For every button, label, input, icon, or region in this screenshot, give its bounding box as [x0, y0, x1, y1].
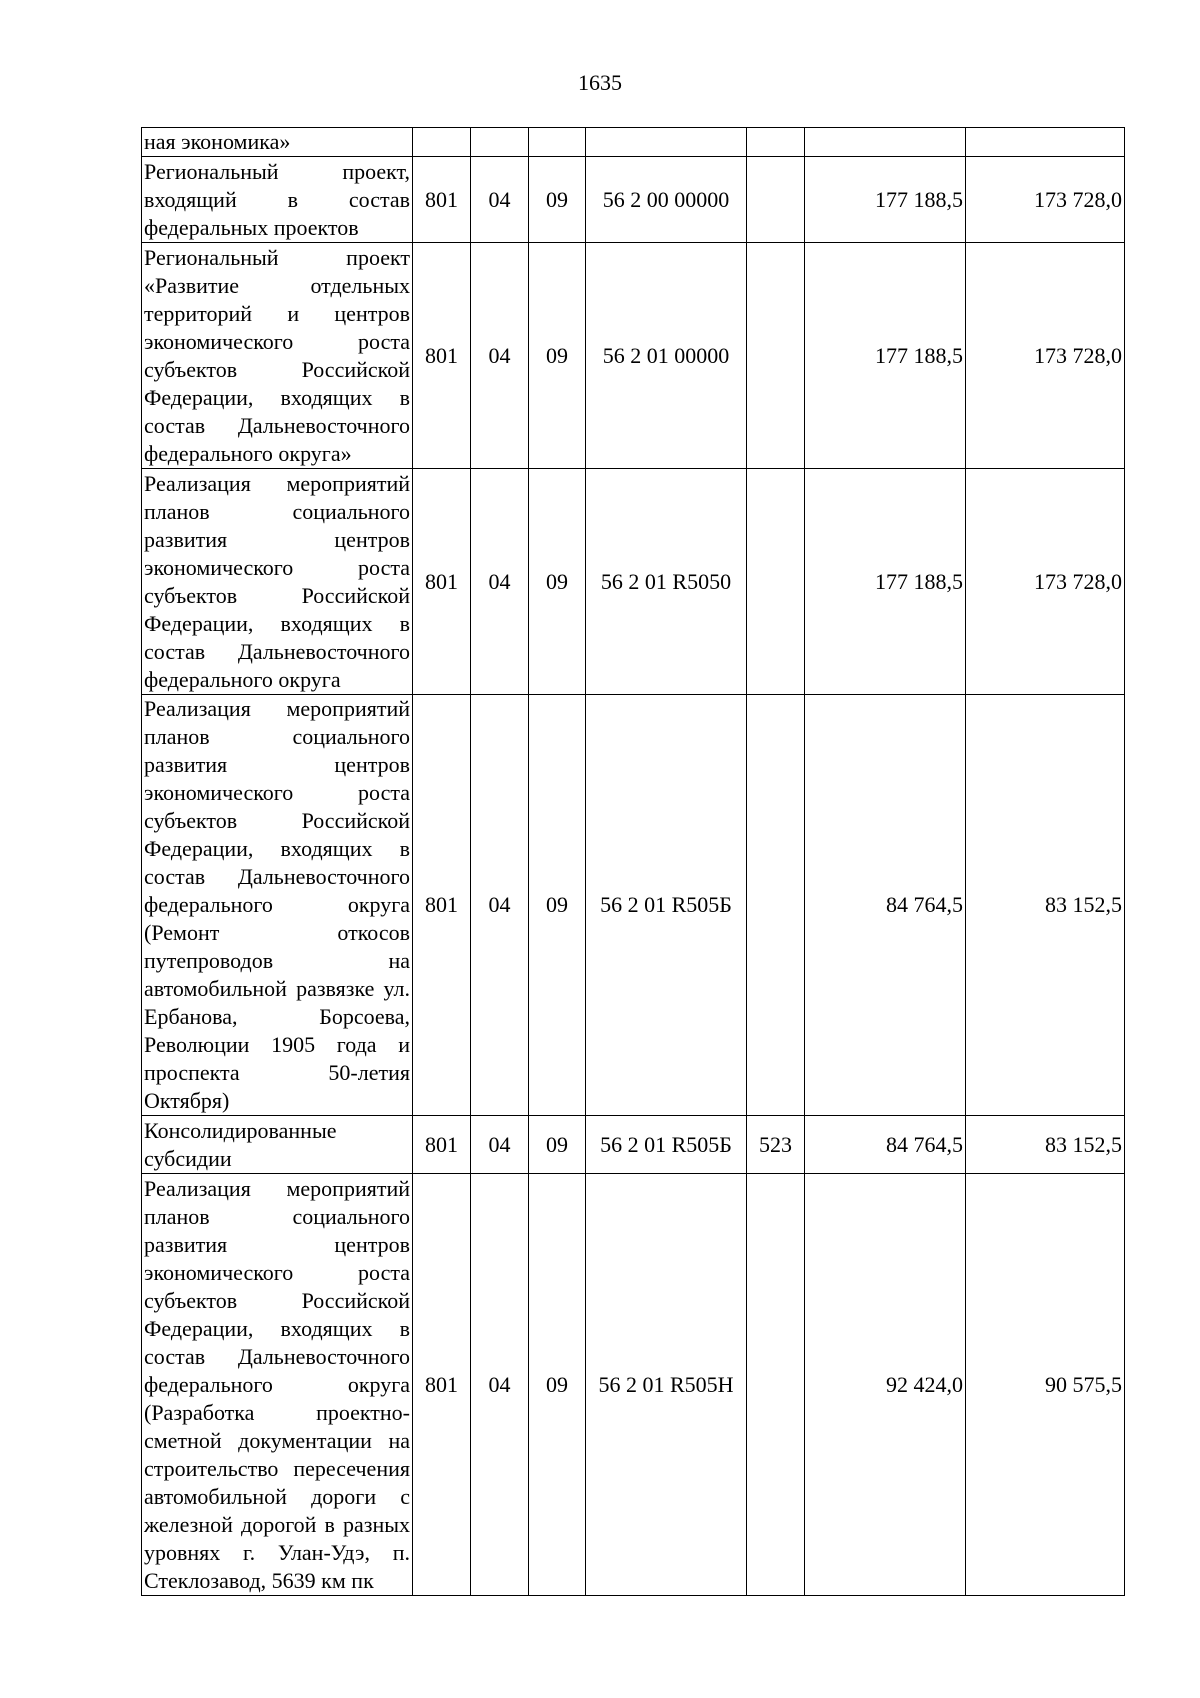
amount-2-cell: 173 728,0: [966, 157, 1125, 243]
section-cell: 04: [471, 243, 529, 469]
expense-type-cell: 523: [747, 1116, 805, 1174]
subsection-cell: 09: [529, 1116, 586, 1174]
amount-2-cell: 90 575,5: [966, 1174, 1125, 1596]
amount-1-cell: 92 424,0: [805, 1174, 966, 1596]
grbs-cell: 801: [413, 1116, 471, 1174]
row-name: Реализация мероприятий планов социального развития центров экономического роста субъектов Российской Федерации, входящих в состав Дальневосточного федерального округа: [142, 469, 413, 695]
table-row: [142, 1116, 1125, 1174]
section-cell: 04: [471, 469, 529, 695]
expense-type-cell: [747, 157, 805, 243]
table-row: [142, 243, 1125, 469]
amount-1-cell: 177 188,5: [805, 243, 966, 469]
amount-1-cell: [805, 128, 966, 157]
target-article-cell: [586, 128, 747, 157]
section-cell: [471, 128, 529, 157]
grbs-cell: 801: [413, 243, 471, 469]
table-row: [142, 1174, 1125, 1596]
table-row: [142, 695, 1125, 1116]
grbs-cell: [413, 128, 471, 157]
amount-1-cell: 84 764,5: [805, 695, 966, 1116]
section-cell: 04: [471, 695, 529, 1116]
grbs-cell: 801: [413, 157, 471, 243]
row-name: Реализация мероприятий планов социального развития центров экономического роста субъектов Российской Федерации, входящих в состав Дальневосточного федерального округа (Ремонт откосов путепроводов на автомобильной развязке ул. Ербанова, Борсоева, Революции 1905 года и проспекта 50-летия Октября): [142, 695, 413, 1116]
amount-2-cell: [966, 128, 1125, 157]
target-article-cell: 56 2 00 00000: [586, 157, 747, 243]
grbs-cell: 801: [413, 469, 471, 695]
expense-type-cell: [747, 695, 805, 1116]
amount-1-cell: 84 764,5: [805, 1116, 966, 1174]
budget-table: [141, 127, 1125, 1596]
amount-2-cell: 173 728,0: [966, 469, 1125, 695]
subsection-cell: 09: [529, 243, 586, 469]
table-row: [142, 128, 1125, 157]
amount-2-cell: 83 152,5: [966, 1116, 1125, 1174]
target-article-cell: 56 2 01 R5050: [586, 469, 747, 695]
subsection-cell: 09: [529, 157, 586, 243]
page-number: 1635: [578, 70, 622, 95]
subsection-cell: 09: [529, 695, 586, 1116]
subsection-cell: 09: [529, 469, 586, 695]
target-article-cell: 56 2 01 R505Б: [586, 1116, 747, 1174]
target-article-cell: 56 2 01 00000: [586, 243, 747, 469]
section-cell: 04: [471, 1174, 529, 1596]
row-name: Региональный проект «Развитие отдельных территорий и центров экономического роста субъектов Российской Федерации, входящих в состав Дальневосточного федерального округа»: [142, 243, 413, 469]
amount-1-cell: 177 188,5: [805, 157, 966, 243]
row-name: ная экономика»: [142, 128, 413, 157]
row-name: Реализация мероприятий планов социального развития центров экономического роста субъектов Российской Федерации, входящих в состав Дальневосточного федерального округа (Разработка проектно-сметной документации на строительство пересечения автомобильной дороги с железной дорогой в разных уровнях г. Улан-Удэ, п. Стеклозавод, 5639 км пк: [142, 1174, 413, 1596]
section-cell: 04: [471, 1116, 529, 1174]
amount-2-cell: 173 728,0: [966, 243, 1125, 469]
target-article-cell: 56 2 01 R505Н: [586, 1174, 747, 1596]
table-row: [142, 157, 1125, 243]
expense-type-cell: [747, 128, 805, 157]
row-name: Региональный проект, входящий в состав федеральных проектов: [142, 157, 413, 243]
target-article-cell: 56 2 01 R505Б: [586, 695, 747, 1116]
expense-type-cell: [747, 243, 805, 469]
expense-type-cell: [747, 469, 805, 695]
subsection-cell: [529, 128, 586, 157]
subsection-cell: 09: [529, 1174, 586, 1596]
amount-2-cell: 83 152,5: [966, 695, 1125, 1116]
section-cell: 04: [471, 157, 529, 243]
grbs-cell: 801: [413, 695, 471, 1116]
table-row: [142, 469, 1125, 695]
row-name: Консолидированные субсидии: [142, 1116, 413, 1174]
grbs-cell: 801: [413, 1174, 471, 1596]
amount-1-cell: 177 188,5: [805, 469, 966, 695]
expense-type-cell: [747, 1174, 805, 1596]
